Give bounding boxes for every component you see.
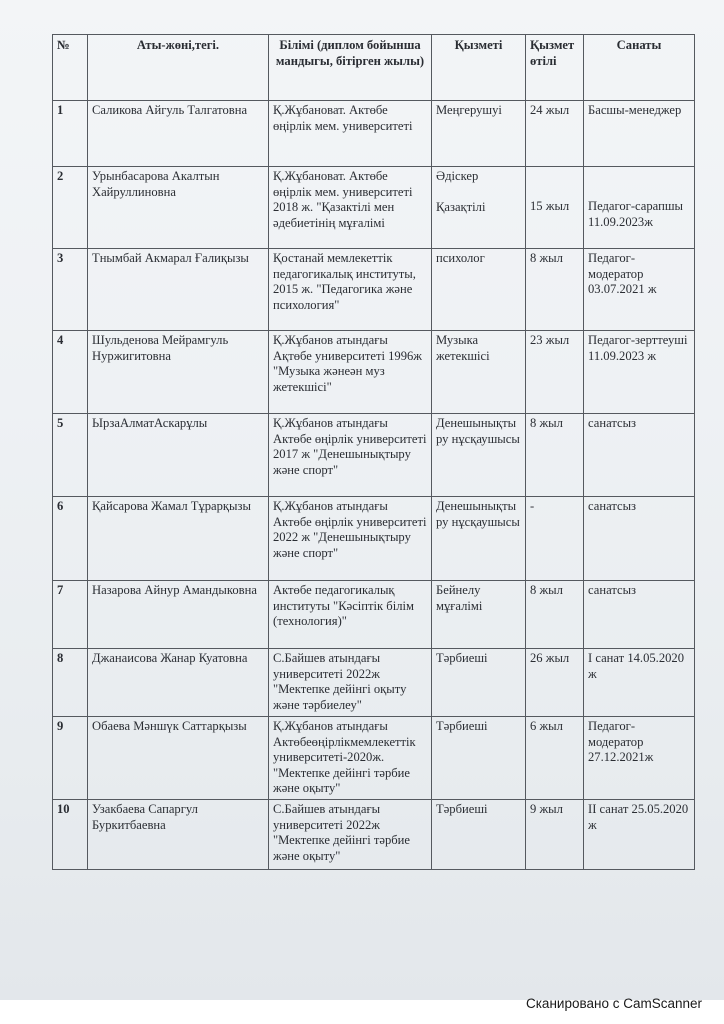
- row-education: С.Байшев атындағы университеті 2022ж "Мектепке дейінгі тәрбие және оқыту": [269, 800, 432, 870]
- table-row: [53, 249, 695, 331]
- row-category: Педагог-модератор 03.07.2021 ж: [584, 249, 695, 331]
- table-row: [53, 497, 695, 581]
- row-position: [432, 167, 526, 249]
- row-name: Узакбаева Сапаргул Буркитбаевна: [88, 800, 269, 870]
- row-position-subject: Қазақтілі: [436, 199, 486, 214]
- row-position: Тәрбиеші: [432, 800, 526, 870]
- row-category: санатсыз: [584, 414, 695, 497]
- row-position: Денешынықтыру нұсқаушысы: [432, 414, 526, 497]
- row-name: Джанаисова Жанар Куатовна: [88, 649, 269, 717]
- table-row: [53, 101, 695, 167]
- staff-table: [52, 34, 695, 870]
- row-education: С.Байшев атындағы университеті 2022ж "Мектепке дейінгі оқыту және тәрбиелеу": [269, 649, 432, 717]
- row-name: Урынбасарова Акалтын Хайруллиновна: [88, 167, 269, 249]
- row-num: 3: [53, 249, 88, 331]
- staff-table-container: [52, 34, 694, 870]
- row-education: Қ.Жұбановат. Актөбе өңірлік мем. университеті: [269, 101, 432, 167]
- row-position: Музыка жетекшісі: [432, 331, 526, 414]
- row-num: 6: [53, 497, 88, 581]
- table-header-row: [53, 35, 695, 101]
- row-position: Тәрбиеші: [432, 649, 526, 717]
- table-row: [53, 331, 695, 414]
- row-category: санатсыз: [584, 497, 695, 581]
- row-category: Педагог-зерттеуші 11.09.2023 ж: [584, 331, 695, 414]
- row-experience: -: [526, 497, 584, 581]
- row-category-text: Педагог-сарапшы 11.09.2023ж: [588, 199, 683, 229]
- row-num: 5: [53, 414, 88, 497]
- row-experience: 9 жыл: [526, 800, 584, 870]
- row-position-text: Меңгерушуі: [436, 103, 502, 117]
- row-education: Актөбе педагогикалық институты "Кәсіптік білім (технология)": [269, 581, 432, 649]
- row-education: Қ.Жұбанов атындағы Актөбе өңірлік университеті 2022 ж "Денешынықтыру және спорт": [269, 497, 432, 581]
- row-experience: 23 жыл: [526, 331, 584, 414]
- row-experience: 26 жыл: [526, 649, 584, 717]
- row-education: Қ.Жұбанов атындағы Актөбе өңірлік университеті 2017 ж "Денешынықтыру және спорт": [269, 414, 432, 497]
- row-position: Бейнелу мұғалімі: [432, 581, 526, 649]
- row-education: Қ.Жұбановат. Актөбе өңірлік мем. университеті 2018 ж. "Қазактілі мен әдебиетінің мұғалімі: [269, 167, 432, 249]
- row-category: Педагог-модератор 27.12.2021ж: [584, 717, 695, 800]
- row-name: ЫрзаАлматАскарұлы: [88, 414, 269, 497]
- table-row: [53, 649, 695, 717]
- header-name: Аты-жөні,тегі.: [88, 35, 269, 101]
- row-education: Қостанай мемлекеттік педагогикалық институты, 2015 ж. "Педагогика және психология": [269, 249, 432, 331]
- row-position: Денешынықтыру нұсқаушысы: [432, 497, 526, 581]
- row-name: Шульденова Мейрамгуль Нуржигитовна: [88, 331, 269, 414]
- row-num: 8: [53, 649, 88, 717]
- row-category: I санат 14.05.2020 ж: [584, 649, 695, 717]
- row-experience: 6 жыл: [526, 717, 584, 800]
- row-position-text: Әдіскер: [436, 169, 479, 183]
- row-num: 1: [53, 101, 88, 167]
- row-num: 7: [53, 581, 88, 649]
- table-row: [53, 167, 695, 249]
- row-name: Назарова Айнур Амандыковна: [88, 581, 269, 649]
- camscanner-watermark: Сканировано с CamScanner: [525, 996, 702, 1011]
- header-education: Білімі (диплом бойынша мандыгы, бітірген жылы): [269, 35, 432, 101]
- header-category: Санаты: [584, 35, 695, 101]
- row-experience: [526, 167, 584, 249]
- row-category: II санат 25.05.2020 ж: [584, 800, 695, 870]
- row-experience: 8 жыл: [526, 414, 584, 497]
- row-name: Тнымбай Акмарал Ғалиқызы: [88, 249, 269, 331]
- table-row: [53, 717, 695, 800]
- row-position: психолог: [432, 249, 526, 331]
- row-experience: 8 жыл: [526, 581, 584, 649]
- row-category: Басшы-менеджер: [584, 101, 695, 167]
- row-num: 10: [53, 800, 88, 870]
- table-row: [53, 800, 695, 870]
- row-name: Обаева Мәншүк Саттарқызы: [88, 717, 269, 800]
- row-experience-text: 15 жыл: [530, 199, 570, 213]
- table-row: [53, 581, 695, 649]
- row-education: Қ.Жұбанов атындағы Актөбеөңірлікмемлекеттік университеті-2020ж. "Мектепке дейінгі тәрбие және оқыту": [269, 717, 432, 800]
- row-num: 9: [53, 717, 88, 800]
- row-position: [432, 101, 526, 167]
- header-experience: Қызмет өтілі: [526, 35, 584, 101]
- row-experience: 24 жыл: [526, 101, 584, 167]
- row-name: Қайсарова Жамал Тұрарқызы: [88, 497, 269, 581]
- header-position: Қызметі: [432, 35, 526, 101]
- row-experience: 8 жыл: [526, 249, 584, 331]
- row-name: Саликова Айгуль Талгатовна: [88, 101, 269, 167]
- row-num: 2: [53, 167, 88, 249]
- row-category: санатсыз: [584, 581, 695, 649]
- table-row: [53, 414, 695, 497]
- row-num: 4: [53, 331, 88, 414]
- row-education: Қ.Жұбанов атындағы Ақтөбе университеті 1996ж "Музыка жәнеән муз жетекшісі": [269, 331, 432, 414]
- row-category: [584, 167, 695, 249]
- row-position: Тәрбиеші: [432, 717, 526, 800]
- header-num: №: [53, 35, 88, 101]
